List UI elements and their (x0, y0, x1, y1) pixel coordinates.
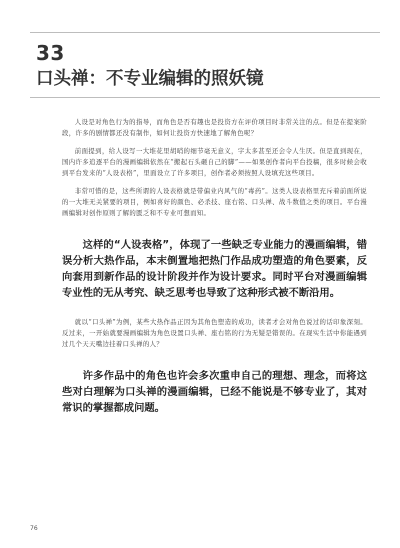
chapter-header (30, 32, 380, 98)
chapter-title: 口头禅：不专业编辑的照妖镜 (36, 69, 264, 89)
highlighted-callout: 许多作品中的角色也许会多次重申自己的理想、理念，而将这些对白理解为口头禅的漫画编辑，已经不能说是不够专业了，其对常识的掌握都成问题。 (62, 370, 367, 414)
page-number: 76 (30, 525, 38, 532)
highlighted-callout: 这样的“人设表格”，体现了一些缺乏专业能力的漫画编辑，错误分析大热作品，本末倒置地把热门作品成功塑造的角色要素，反向套用到新作品的设计阶段并作为设计要求。同时平台对漫画编辑专业性的无从考究、缺乏思考也导致了这种形式被不断沿用。 (62, 239, 367, 299)
body-paragraph: 前面提到，给人设写一大堆花里胡哨的细节毫无意义，字太多甚至还会令人生厌。但是直到现在，国内许多追逐平台的漫画编辑依然在“搬起石头砸自己的脚”——如果创作者向平台投稿，很多时候会收到平台发来的“人设表格”，里面设立了许多项目，创作者必须按照人设填充这些项目。 (62, 147, 367, 177)
body-paragraph: 人设是对角色行为的指导，而角色是否有趣也是投资方在评价项目时非常关注的点。但是在提案阶段，许多的剧情都还没有制作，如何让投资方快速地了解角色呢？ (62, 118, 367, 137)
body-paragraph: 就以“口头禅”为例，某些大热作品正因为其角色塑造的成功，读者才会对角色说过的话印象深刻。反过来，一开始就要漫画编辑为角色设置口头禅、座右铭的行为无疑是错误的。在现实生活中你能遇到过几个天天嘴边挂着口头禅的人？ (62, 318, 367, 348)
body-paragraph: 非常可惜的是，这些所谓的人设表格就是带偏业内风气的“毒药”。这类人设表格里充斥着前面所说的一大堆无关紧要的项目，例如喜好的颜色、必杀技、座右铭、口头禅、战斗数值之类的项目。平台漫画编辑对创作原则了解的匮乏和不专业可想而知。 (62, 187, 367, 217)
chapter-number: 33 (36, 41, 65, 65)
chapter-body (62, 117, 367, 432)
